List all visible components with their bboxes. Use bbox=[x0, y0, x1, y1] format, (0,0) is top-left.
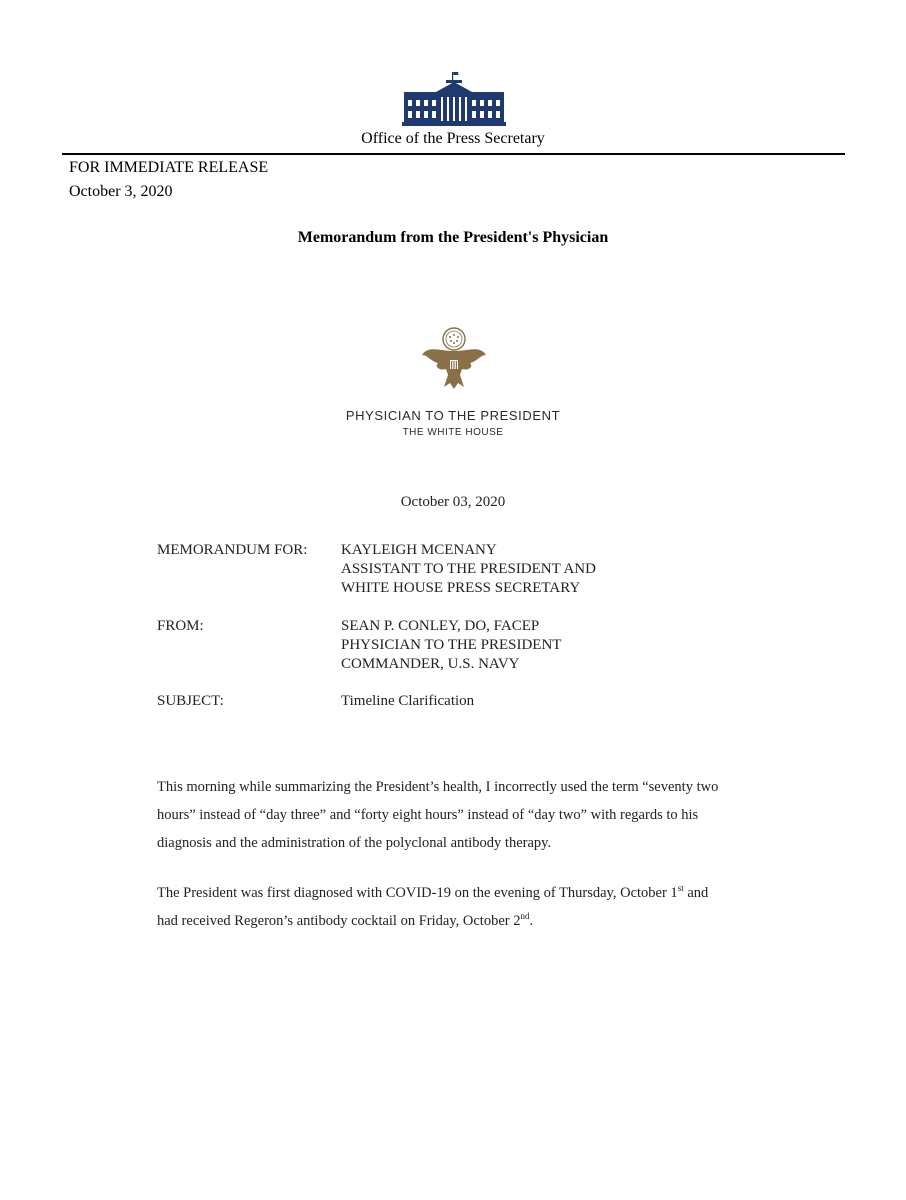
memo-for-label: MEMORANDUM FOR: bbox=[157, 542, 308, 558]
memo-from-label: FROM: bbox=[157, 618, 204, 634]
body-line: diagnosis and the administration of the polyclonal antibody therapy. bbox=[157, 835, 552, 851]
office-title: Office of the Press Secretary bbox=[361, 130, 545, 147]
memo-for-line: ASSISTANT TO THE PRESIDENT AND bbox=[341, 561, 596, 577]
memo-for-recipient bbox=[341, 541, 596, 598]
ordinal-suffix: st bbox=[677, 883, 684, 893]
presidential-seal-icon bbox=[420, 325, 488, 391]
body-paragraph-1 bbox=[157, 773, 777, 857]
memo-date: October 03, 2020 bbox=[400, 494, 506, 510]
memo-from-line: PHYSICIAN TO THE PRESIDENT bbox=[341, 637, 562, 653]
body-text: had received Regeron’s antibody cocktail on Friday, October 2 bbox=[157, 913, 521, 929]
memo-for-line: KAYLEIGH MCENANY bbox=[341, 542, 497, 558]
ordinal-suffix: nd bbox=[520, 911, 530, 921]
release-date: October 3, 2020 bbox=[69, 183, 173, 200]
memo-for-line: WHITE HOUSE PRESS SECRETARY bbox=[341, 580, 581, 596]
letterhead-line1: PHYSICIAN TO THE PRESIDENT bbox=[345, 408, 561, 423]
memo-subject: Timeline Clarification bbox=[341, 693, 475, 709]
body-text: and bbox=[683, 885, 709, 901]
memo-subject-label: SUBJECT: bbox=[157, 693, 224, 709]
body-paragraph-2 bbox=[157, 879, 777, 935]
memo-from-sender bbox=[341, 617, 561, 674]
body-line: This morning while summarizing the President’s health, I incorrectly used the term “seventy two bbox=[157, 779, 719, 795]
header-divider bbox=[62, 153, 845, 155]
memo-from-line: SEAN P. CONLEY, DO, FACEP bbox=[341, 618, 540, 634]
body-line: hours” instead of “day three” and “forty eight hours” instead of “day two” with regards to his bbox=[157, 807, 699, 823]
memo-title: Memorandum from the President's Physician bbox=[297, 229, 609, 246]
white-house-logo-icon bbox=[402, 70, 506, 128]
memo-from-line: COMMANDER, U.S. NAVY bbox=[341, 656, 520, 672]
release-label: FOR IMMEDIATE RELEASE bbox=[69, 159, 269, 176]
letterhead-line2: THE WHITE HOUSE bbox=[402, 427, 504, 438]
body-text: The President was first diagnosed with COVID-19 on the evening of Thursday, October 1 bbox=[157, 885, 678, 901]
body-text: . bbox=[529, 913, 534, 929]
body-line bbox=[157, 907, 777, 935]
body-line bbox=[157, 879, 777, 907]
